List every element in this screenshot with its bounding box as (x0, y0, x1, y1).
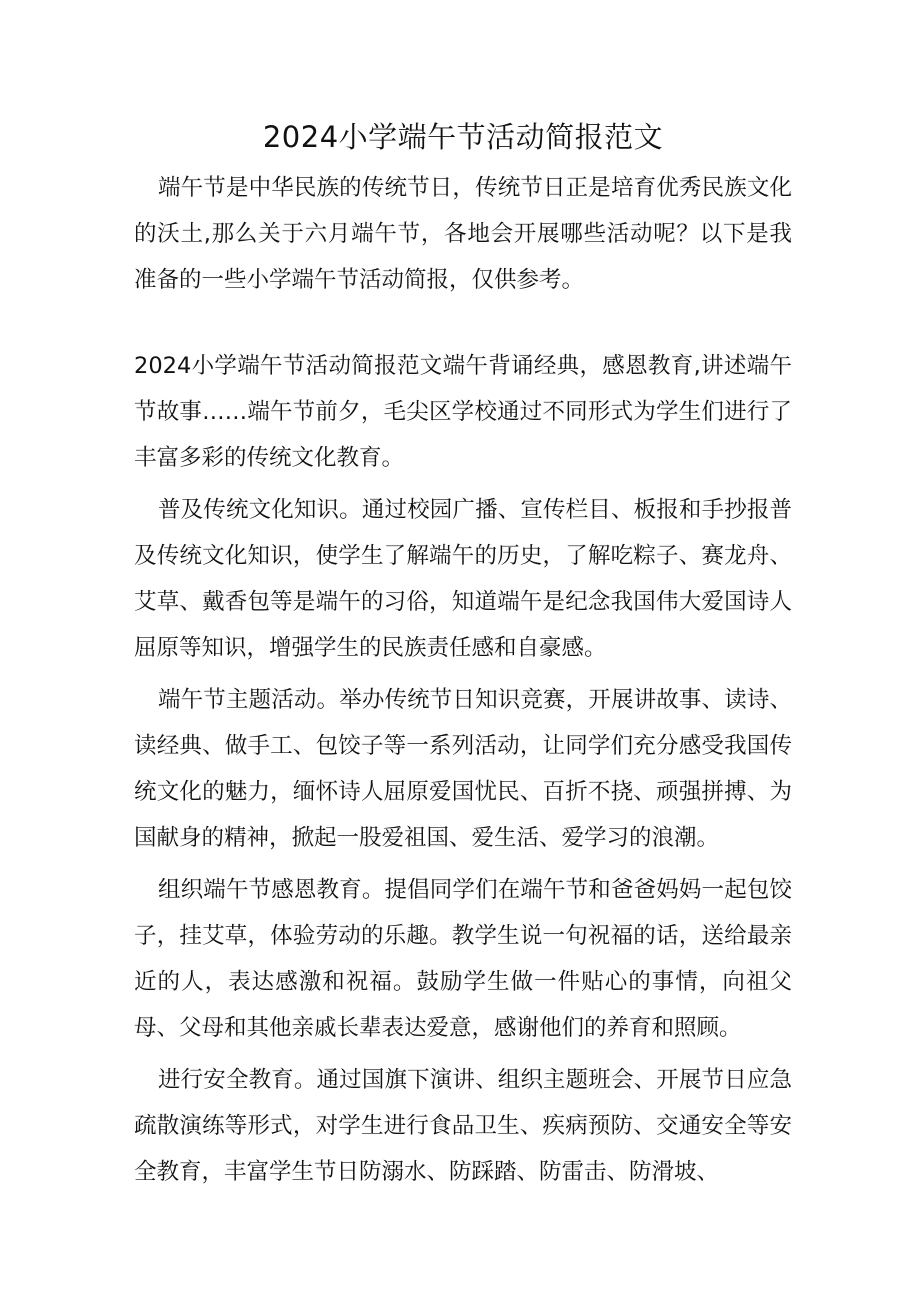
body-paragraph-2: 普及传统文化知识。通过校园广播、宣传栏目、板报和手抄报普及传统文化知识，使学生了解端午的历史，了解吃粽子、赛龙舟、艾草、戴香包等是端午的习俗，知道端午是纪念我国伟大爱国诗人屈原等知识，增强学生的民族责任感和自豪感。 (134, 497, 792, 661)
body-paragraph-5: 进行安全教育。通过国旗下演讲、组织主题班会、开展节日应急疏散演练等形式，对学生进行食品卫生、疾病预防、交通安全等安全教育，丰富学生节日防溺水、防踩踏、防雷击、防滑坡、 (134, 1067, 792, 1185)
document-title: 2024小学端午节活动简报范文 (262, 120, 664, 154)
body-paragraph-4: 组织端午节感恩教育。提倡同学们在端午节和爸爸妈妈一起包饺子，挂艾草，体验劳动的乐趣。教学生说一句祝福的话，送给最亲近的人，表达感激和祝福。鼓励学生做一件贴心的事情，向祖父母、父母和其他亲戚长辈表达爱意，感谢他们的养育和照顾。 (134, 877, 792, 1041)
intro-paragraph: 端午节是中华民族的传统节日，传统节日正是培育优秀民族文化的沃土,那么关于六月端午节，各地会开展哪些活动呢？以下是我准备的一些小学端午节活动简报，仅供参考。 (134, 175, 792, 293)
body-paragraph-1: 2024小学端午节活动简报范文端午背诵经典，感恩教育,讲述端午节故事……端午节前夕，毛尖区学校通过不同形式为学生们进行了丰富多彩的传统文化教育。 (134, 353, 792, 471)
body-paragraph-3: 端午节主题活动。举办传统节日知识竞赛，开展讲故事、读诗、读经典、做手工、包饺子等一系列活动，让同学们充分感受我国传统文化的魅力，缅怀诗人屈原爱国忧民、百折不挠、顽强拼搏、为国献身的精神，掀起一股爱祖国、爱生活、爱学习的浪潮。 (134, 687, 792, 851)
